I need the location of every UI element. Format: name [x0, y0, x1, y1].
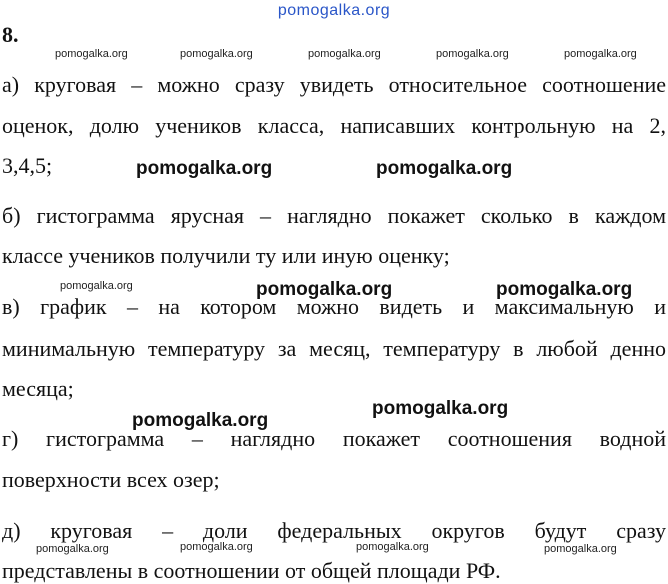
- watermark-small: pomogalka.org: [36, 543, 109, 555]
- watermark-small: pomogalka.org: [356, 541, 429, 553]
- watermark-small: pomogalka.org: [544, 543, 617, 555]
- text-line: в) график – на котором можно видеть и максимальную и: [2, 294, 666, 319]
- watermark-large: pomogalka.org: [256, 279, 393, 300]
- task-number: 8.: [2, 22, 19, 47]
- text-line: 3,4,5;: [2, 153, 53, 178]
- text-line: д) круговая – доли федеральных округов будут сразу: [2, 518, 666, 543]
- watermark-large: pomogalka.org: [496, 279, 633, 300]
- text-line: месяца;: [2, 376, 74, 401]
- watermark-large: pomogalka.org: [376, 158, 513, 179]
- watermark-large: pomogalka.org: [136, 158, 273, 179]
- text-line: а) круговая – можно сразу увидеть относительное соотношение: [2, 72, 666, 97]
- text-line: г) гистограмма – наглядно покажет соотношения водной: [2, 426, 666, 451]
- text-line: классе учеников получили ту или иную оценку;: [2, 243, 450, 268]
- text-line: б) гистограмма ярусная – наглядно покажет сколько в каждом: [2, 203, 666, 228]
- watermark-large: pomogalka.org: [372, 398, 509, 419]
- watermark-large: pomogalka.org: [132, 410, 269, 431]
- watermark-small: pomogalka.org: [564, 48, 637, 60]
- watermark-small: pomogalka.org: [55, 48, 128, 60]
- watermark-small: pomogalka.org: [436, 48, 509, 60]
- header-watermark: pomogalka.org: [277, 2, 391, 19]
- watermark-small: pomogalka.org: [180, 48, 253, 60]
- watermark-small: pomogalka.org: [308, 48, 381, 60]
- watermark-small: pomogalka.org: [60, 280, 133, 292]
- text-line: минимальную температуру за месяц, температуру в любой денно: [2, 336, 666, 361]
- watermark-small: pomogalka.org: [180, 541, 253, 553]
- text-line: поверхности всех озер;: [2, 467, 220, 492]
- text-line: представлены в соотношении от общей площади РФ.: [2, 558, 501, 583]
- text-line: оценок, долю учеников класса, написавших контрольную на 2,: [2, 113, 666, 138]
